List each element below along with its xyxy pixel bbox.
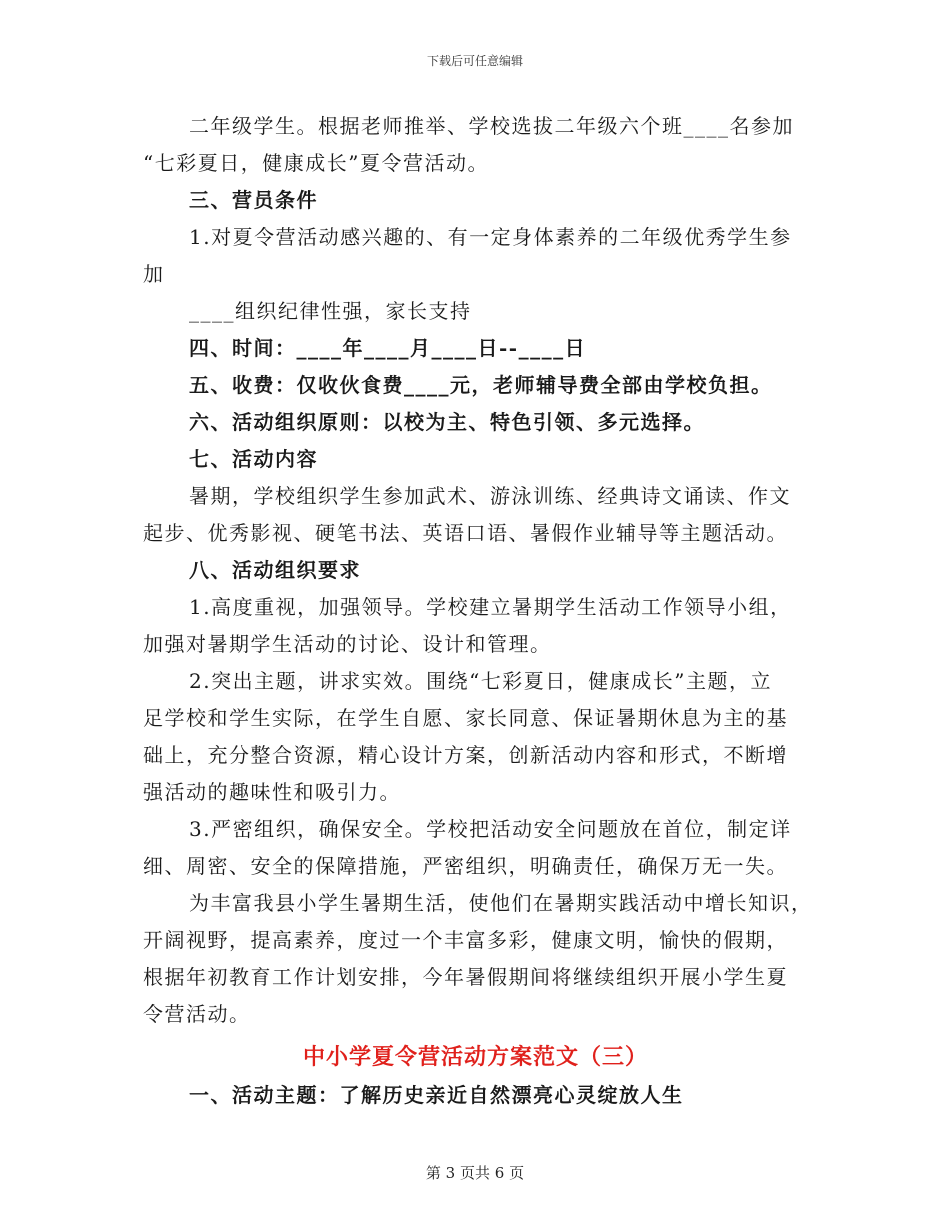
text-line: 起步、优秀影视、硬笔书法、英语口语、暑假作业辅导等主题活动。 xyxy=(143,521,788,545)
text-line: 1.高度重视，加强领导。学校建立暑期学生活动工作领导小组， xyxy=(189,595,792,619)
heading-camper-conditions xyxy=(143,182,808,219)
paragraph-requirement-3 xyxy=(143,811,808,885)
page-header: 下载后可任意编辑 xyxy=(426,54,523,68)
text-line: 加 xyxy=(143,262,165,286)
text-line: 为丰富我县小学生暑期生活，使他们在暑期实践活动中增长知识， xyxy=(189,891,813,915)
paragraph-background xyxy=(143,885,813,1033)
text-line: 七、活动内容 xyxy=(189,447,318,471)
text-line: 础上，充分整合资源，精心设计方案，创新活动内容和形式，不断增 xyxy=(143,743,788,767)
text-line: 三、营员条件 xyxy=(189,188,318,212)
paragraph-condition-2 xyxy=(143,293,808,330)
heading-requirements xyxy=(143,552,808,589)
text-line: 一、活动主题：了解历史亲近自然漂亮心灵绽放人生 xyxy=(189,1083,684,1107)
text-line: 强活动的趣味性和吸引力。 xyxy=(143,780,401,804)
section-title: 中小学夏令营活动方案范文（三） xyxy=(302,1044,648,1070)
heading-activity-content xyxy=(143,441,808,478)
text-line: 2.突出主题，讲求实效。围绕“七彩夏日，健康成长”主题，立 xyxy=(189,669,773,693)
paragraph-activity-content xyxy=(143,478,808,552)
text-line: ____组织纪律性强，家长支持 xyxy=(189,299,472,323)
text-line: 细、周密、安全的保障措施，严密组织，明确责任，确保万无一失。 xyxy=(143,854,788,878)
text-line: 加强对暑期学生活动的讨论、设计和管理。 xyxy=(143,632,552,656)
text-line: “七彩夏日，健康成长”夏令营活动。 xyxy=(143,151,489,175)
text-line: 根据年初教育工作计划安排，今年暑假期间将继续组织开展小学生夏 xyxy=(143,965,788,989)
heading-time xyxy=(143,330,808,367)
text-line: 开阔视野，提高素养，度过一个丰富多彩，健康文明，愉快的假期， xyxy=(143,928,788,952)
text-line: 足学校和学生实际，在学生自愿、家长同意、保证暑期休息为主的基 xyxy=(143,706,788,730)
text-line: 1.对夏令营活动感兴趣的、有一定身体素养的二年级优秀学生参 xyxy=(189,225,792,249)
text-line: 暑期，学校组织学生参加武术、游泳训练、经典诗文诵读、作文 xyxy=(189,484,791,508)
text-line: 二年级学生。根据老师推举、学校选拔二年级六个班____名参加 xyxy=(189,114,794,138)
paragraph-requirement-1 xyxy=(143,589,808,663)
text-line: 四、时间：____年____月____日--____日 xyxy=(189,336,587,360)
paragraph-condition-1 xyxy=(143,219,808,293)
heading-principles xyxy=(143,404,808,441)
document-body xyxy=(143,108,813,1114)
paragraph-requirement-2 xyxy=(143,663,808,811)
paragraph-participants xyxy=(143,108,808,182)
text-line: 六、活动组织原则：以校为主、特色引领、多元选择。 xyxy=(189,410,705,434)
page-number: 第 3 页共 6 页 xyxy=(425,1164,525,1182)
heading-activity-theme xyxy=(143,1077,808,1114)
text-line: 3.严密组织，确保安全。学校把活动安全问题放在首位，制定详 xyxy=(189,817,792,841)
text-line: 令营活动。 xyxy=(143,1002,251,1026)
heading-fees xyxy=(143,367,808,404)
text-line: 五、收费：仅收伙食费____元，老师辅导费全部由学校负担。 xyxy=(189,373,773,397)
text-line: 八、活动组织要求 xyxy=(189,558,361,582)
